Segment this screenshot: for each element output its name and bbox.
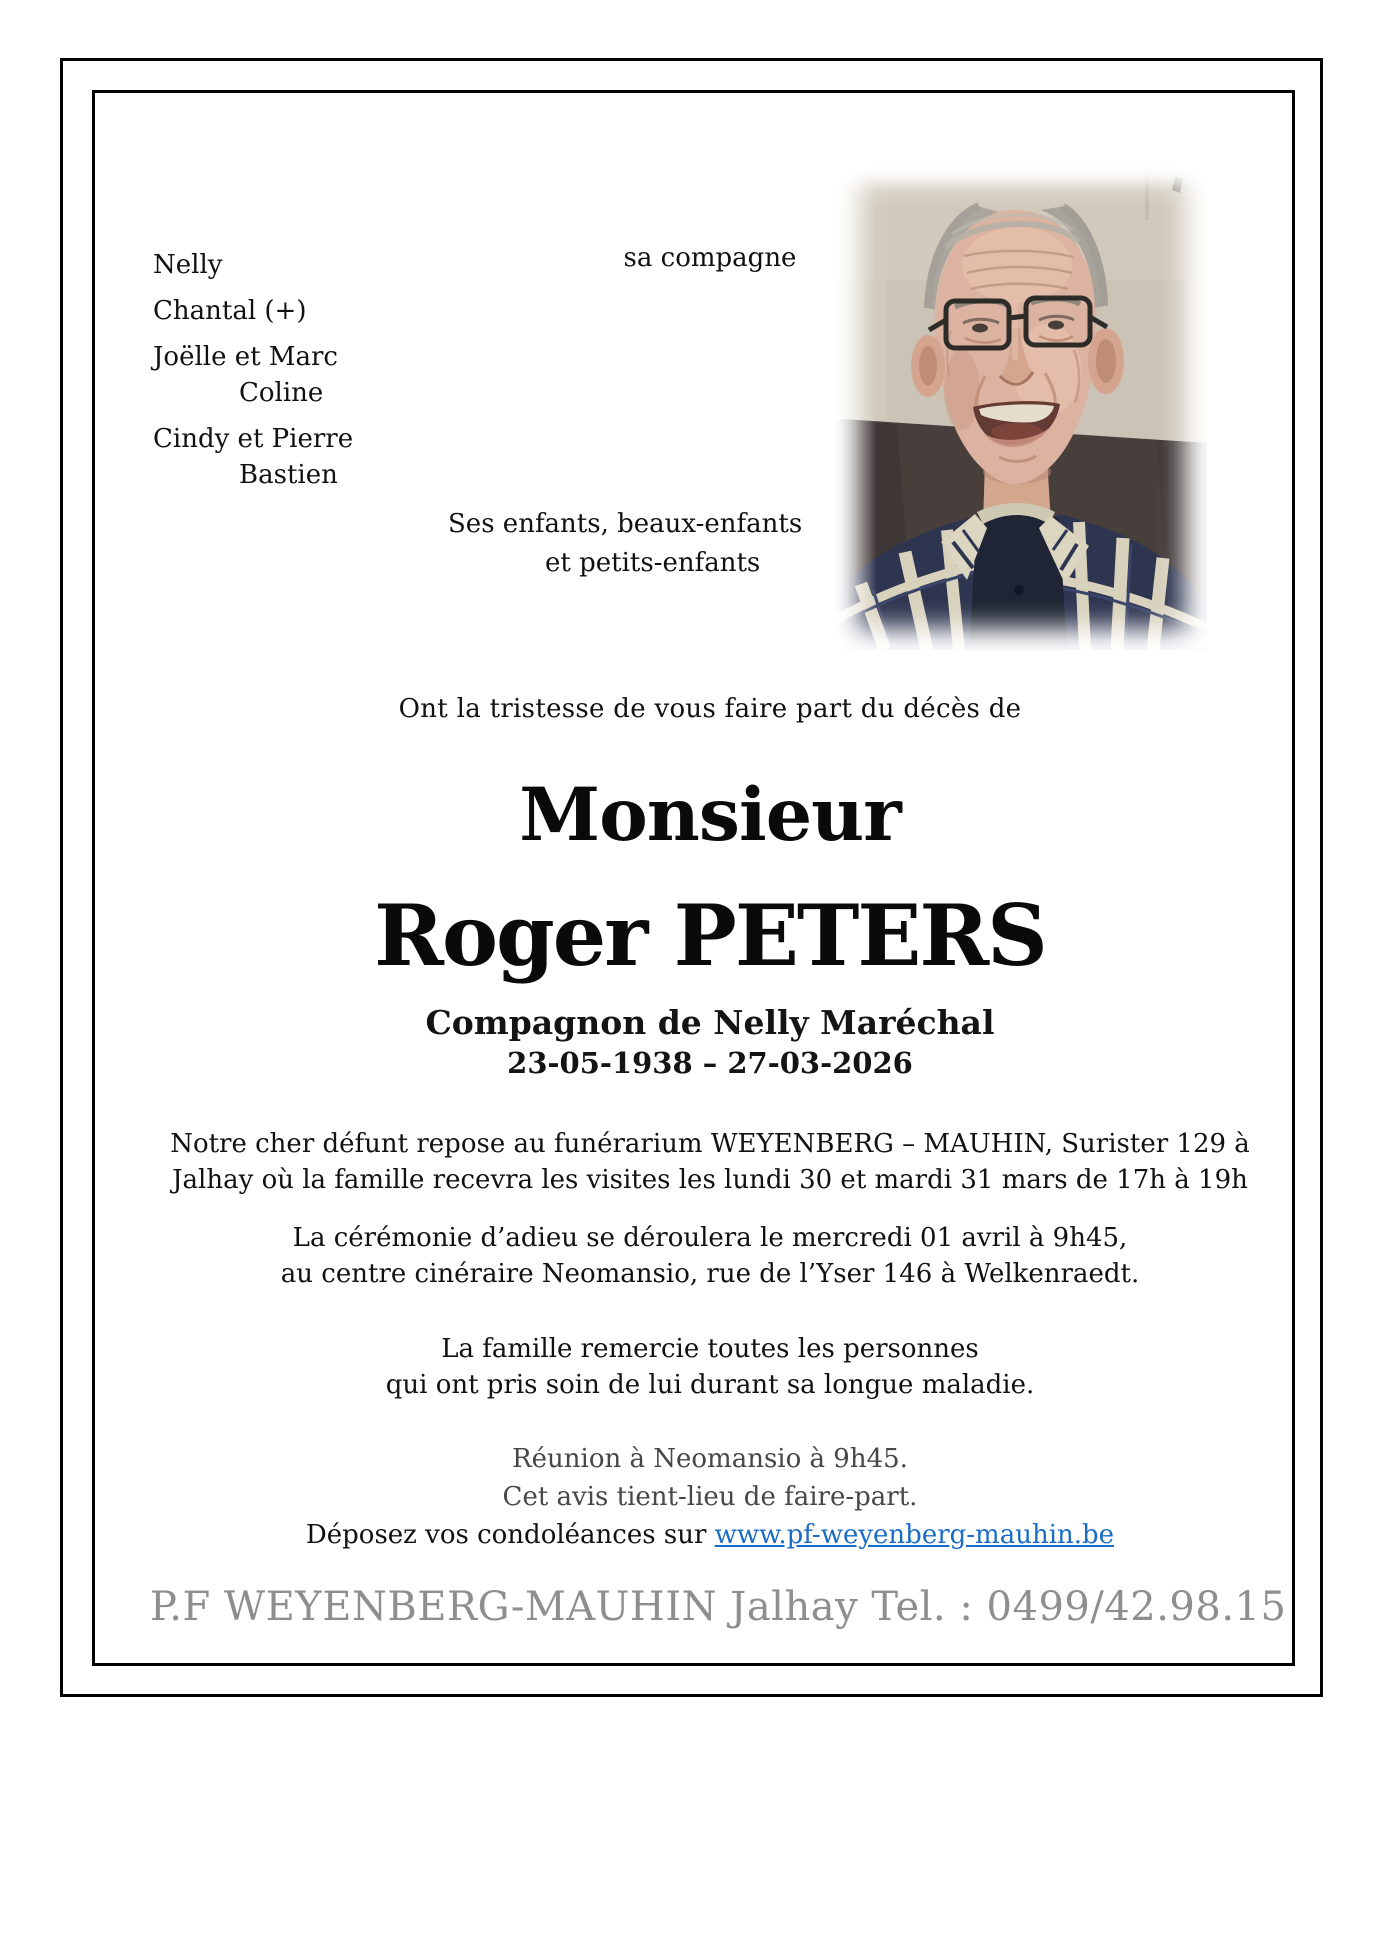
- family-name: Chantal (+): [153, 296, 307, 326]
- family-name: Bastien: [239, 460, 338, 490]
- family-name: Joëlle et Marc: [153, 342, 338, 372]
- portrait-photo-illustration: [827, 160, 1207, 650]
- announcement-line: Ont la tristesse de vous faire part du décès de: [398, 694, 1022, 724]
- paragraph-thanks-line2: qui ont pris soin de lui durant sa longue maladie.: [385, 1370, 1035, 1400]
- life-dates: 23-05-1938 – 27-03-2026: [507, 1046, 913, 1080]
- condolences-line: [150, 1516, 1270, 1554]
- paragraph-ceremony: [150, 1220, 1270, 1292]
- paragraph-funeral-home-line1: Notre cher défunt repose au funérarium WEYENBERG – MAUHIN, Surister 129 à: [170, 1129, 1250, 1159]
- paragraph-funeral-home: [150, 1126, 1270, 1198]
- family-name: Nelly: [153, 250, 223, 280]
- faire-part-line: Cet avis tient-lieu de faire-part.: [502, 1482, 918, 1512]
- funeral-home-footer: P.F WEYENBERG-MAUHIN Jalhay Tel. : 0499/42.98.15: [150, 1584, 1287, 1630]
- paragraph-thanks: [150, 1331, 1270, 1403]
- children-line-1: Ses enfants, beaux-enfants: [448, 509, 803, 539]
- paragraph-ceremony-line2: au centre cinéraire Neomansio, rue de l’Yser 146 à Welkenraedt.: [280, 1259, 1140, 1289]
- deceased-name: Roger PETERS: [374, 886, 1046, 985]
- companion-label: sa compagne: [623, 243, 797, 273]
- condolences-prefix: Déposez vos condoléances sur: [305, 1520, 715, 1550]
- paragraph-thanks-line1: La famille remercie toutes les personnes: [441, 1334, 979, 1364]
- family-name: Cindy et Pierre: [153, 424, 354, 454]
- reunion-line: Réunion à Neomansio à 9h45.: [512, 1444, 908, 1474]
- children-line-2: et petits-enfants: [545, 548, 761, 578]
- family-name: Coline: [239, 378, 324, 408]
- deceased-portrait-photo: [827, 160, 1207, 650]
- notices-block: [150, 1440, 1270, 1554]
- family-names-list: [153, 247, 353, 493]
- condolences-link[interactable]: www.pf-weyenberg-mauhin.be: [714, 1520, 1115, 1550]
- paragraph-ceremony-line1: La cérémonie d’adieu se déroulera le mercredi 01 avril à 9h45,: [292, 1223, 1128, 1253]
- paragraph-funeral-home-line2: Jalhay où la famille recevra les visites les lundi 30 et mardi 31 mars de 17h à 19h: [172, 1165, 1248, 1195]
- title-monsieur: Monsieur: [519, 772, 901, 858]
- relationship-line: Compagnon de Nelly Maréchal: [425, 1003, 995, 1042]
